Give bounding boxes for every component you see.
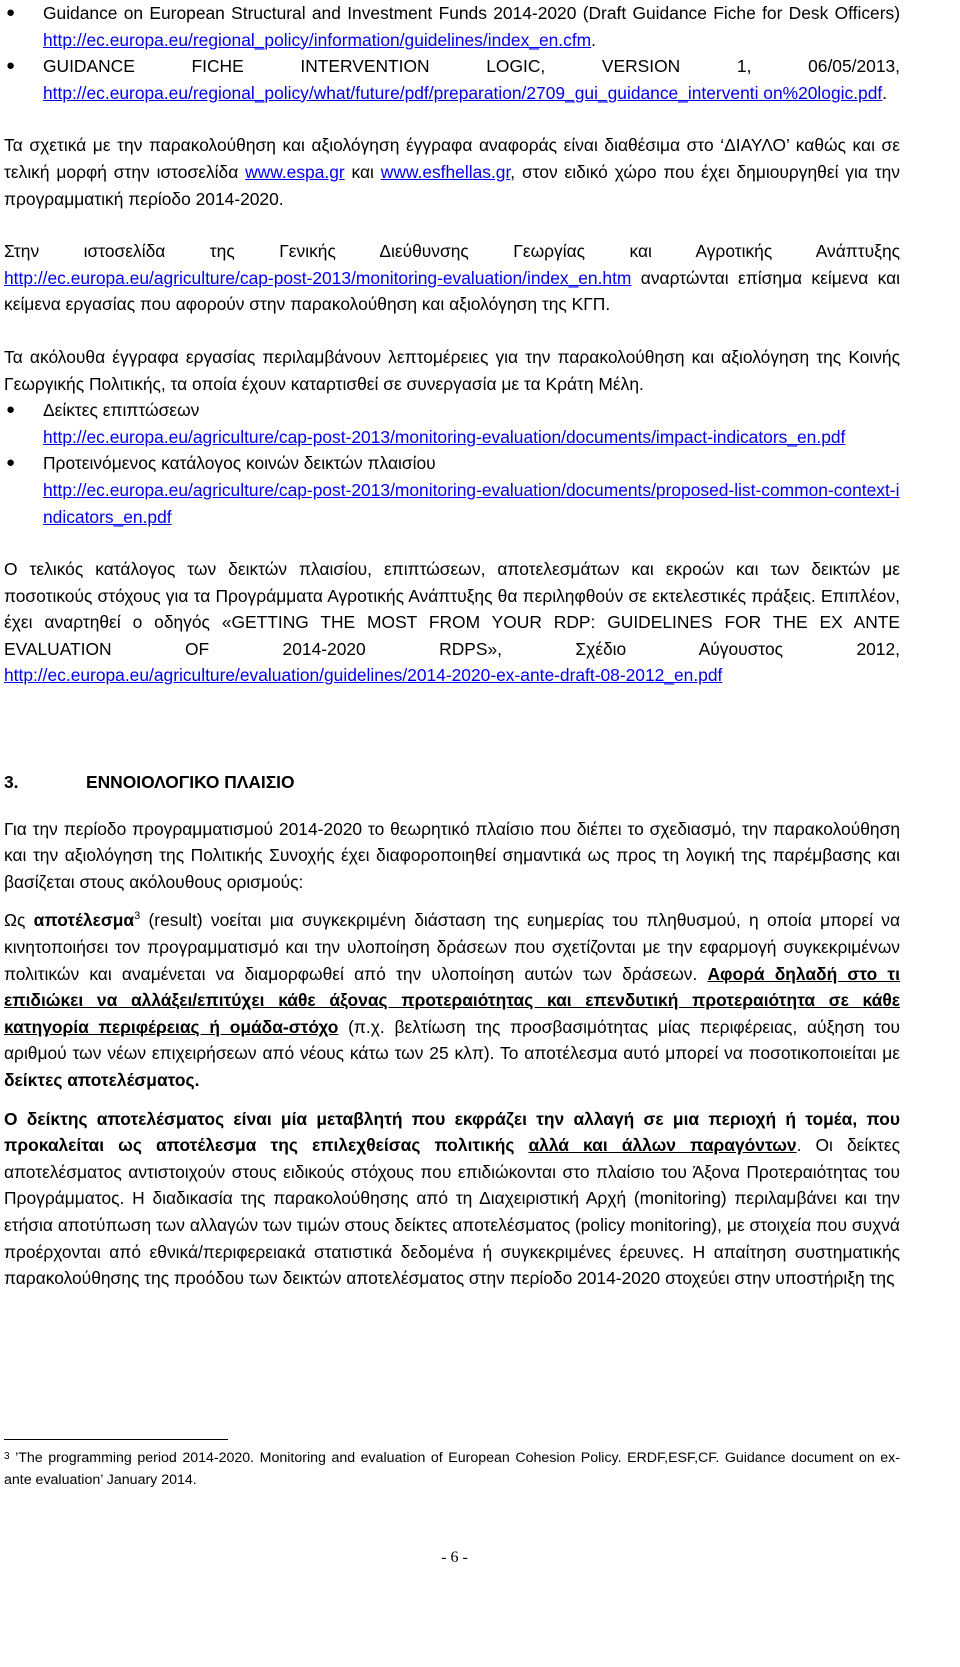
paragraph-result: [4, 907, 900, 1093]
paragraph-final: [4, 556, 900, 689]
reference-list: [4, 0, 900, 106]
footnote-number: 3: [4, 1451, 10, 1462]
bullet-icon: ●: [6, 454, 16, 472]
paragraph-docs: Τα ακόλουθα έγγραφα εργασίας περιλαμβάνουν λεπτομέρειες για την παρακολούθηση και αξιολόγηση της Κοινής Γεωργικής Πολιτικής, τα οποία έχουν καταρτισθεί σε συνεργασία με τα Κράτη Μέλη.: [4, 346, 900, 394]
section-number: 3.: [4, 772, 19, 793]
bullet-icon: ●: [6, 401, 16, 419]
punctuation: .: [591, 29, 596, 50]
document-link[interactable]: http://ec.europa.eu/agriculture/cap-post-2013/monitoring-evaluation/documents/proposed-list-common-context-indicators_en.pdf: [43, 479, 900, 527]
footnote: [4, 1448, 900, 1491]
footnote-reference: 3: [134, 910, 141, 923]
text-run: Ως: [4, 910, 34, 931]
documents-list: [4, 397, 900, 530]
text-run: Στην ιστοσελίδα της Γενικής Διεύθυνσης Γεωργίας και Αγροτικής Ανάπτυξης: [4, 241, 900, 262]
document-link[interactable]: http://ec.europa.eu/agriculture/cap-post-2013/monitoring-evaluation/documents/impact-indicators_en.pdf: [43, 426, 846, 447]
punctuation: .: [882, 82, 888, 103]
reference-link[interactable]: http://ec.europa.eu/regional_policy/what/future/pdf/preparation/2709_gui_guidance_interventi on%20logic.pdf: [43, 82, 883, 103]
text-run: . Οι δείκτες αποτελέσματος αντιστοιχούν στους ειδικούς στόχους που επιδιώκονται στο πλαίσιο του Άξονα Προτεραιότητας του Προγράμματος. Η διαδικασία της παρακολούθησης από τη Διαχειριστική Αρχή (monitoring) περιλαμβάνει και την ετήσια αποτύπωση των αλλαγών των τιμών στους δείκτες αποτελέσματος (policy monitoring), με στοιχεία που συχνά προέρχονται από εθνικά/περιφερειακά στατιστικά δεδομένα ή συγκεκριμένες έρευνες. Η απαίτηση συστηματικής παρακολούθησης της προόδου των δεικτών αποτελέσματος στην περίοδο 2014-2020 στοχεύει στην υποστήριξη της: [4, 1135, 900, 1289]
footnote-separator: [4, 1439, 228, 1440]
document-label: Δείκτες επιπτώσεων: [43, 400, 200, 421]
reference-text: GUIDANCE FICHE INTERVENTION LOGIC, VERSION 1, 06/05/2013,: [43, 56, 900, 77]
text-run: (result) νοείται μια συγκεκριμένη διάσταση της ευημερίας του πληθυσμού, η οποία μπορεί να κινητοποιήσει τον προγραμματισμό και την υλοποίηση δράσεων που σχετίζονται με την εφαρμογή συγκεκριμένων πολιτικών και αναμένεται να διαμορφωθεί από την υλοποίηση αυτών των δράσεων.: [4, 910, 900, 984]
section-heading: [4, 769, 900, 796]
page-number: - 6 -: [441, 1549, 468, 1566]
list-item: [4, 0, 900, 53]
section-title: ΕΝΝΟΙΟΛΟΓΙΚΟ ΠΛΑΙΣΙΟ: [86, 772, 295, 793]
list-item: [4, 450, 900, 530]
agri-monitoring-link[interactable]: http://ec.europa.eu/agriculture/cap-post-2013/monitoring-evaluation/index_en.htm: [4, 267, 632, 288]
text-run: , στον ειδικό χώρο που έχει δημιουργηθεί για την προγραμματική περίοδο 2014-2020.: [4, 161, 900, 209]
paragraph-indicator: [4, 1106, 900, 1292]
text-run: αναρτώνται επίσημα κείμενα και κείμενα εργασίας που αφορούν στην παρακολούθηση και αξιολόγηση της ΚΓΠ.: [4, 267, 900, 315]
esfhellas-link[interactable]: www.esfhellas.gr: [380, 161, 511, 182]
emphasis-text: αλλά και άλλων παραγόντων: [528, 1135, 797, 1156]
list-item: [4, 397, 900, 450]
list-item: [4, 53, 900, 106]
espa-link[interactable]: www.espa.gr: [245, 161, 345, 182]
document-label: Προτεινόμενος κατάλογος κοινών δεικτών πλαισίου: [43, 453, 436, 474]
result-term: αποτέλεσμα: [33, 910, 135, 931]
bullet-icon: ●: [6, 4, 16, 21]
footnote-text: ’The programming period 2014-2020. Monitoring and evaluation of European Cohesion Policy. ERDF,ESF,CF. Guidance document on ex-ante evaluation’ January 2014.: [4, 1450, 900, 1488]
bullet-icon: ●: [6, 57, 16, 75]
paragraph-diavlos: [4, 132, 900, 212]
text-run: Ο τελικός κατάλογος των δεικτών πλαισίου, επιπτώσεων, αποτελεσμάτων και εκροών και των δεικτών με ποσοτικούς στόχους για τα Προγράμματα Αγροτικής Ανάπτυξης θα περιληφθούν σε εκτελεστικές πράξεις. Επιπλέον, έχει αναρτηθεί ο οδηγός «GETTING THE MOST FROM YOUR RDP: GUIDELINES FOR THE EX ANTE EVALUATION OF 2014-2020 RDPS», Σχέδιο Αύγουστος 2012,: [4, 559, 900, 659]
emphasis-text: Αφορά δηλαδή στο τι επιδιώκει να αλλάξει/επιτύχει κάθε άξονας προτεραιότητας και επενδυτική προτεραιότητα σε κάθε κατηγορία περιφέρειας ή ομάδα-στόχο: [4, 963, 900, 1037]
emphasis-text: δείκτες αποτελέσματος.: [4, 1070, 200, 1090]
paragraph-intro: Για την περίοδο προγραμματισμού 2014-2020 το θεωρητικό πλαίσιο που διέπει το σχεδιασμό, την παρακολούθηση και την αξιολόγηση της Πολιτικής Συνοχής έχει διαφοροποιηθεί σημαντικά ως προς τη λογική της παρέμβασης και βασίζεται στους ακόλουθους ορισμούς:: [4, 818, 900, 892]
reference-link[interactable]: http://ec.europa.eu/regional_policy/information/guidelines/index_en.cfm: [43, 29, 592, 50]
text-run: και: [344, 161, 381, 182]
emphasis-text: Ο δείκτης αποτελέσματος είναι μία μεταβλητή που εκφράζει την αλλαγή σε μια περιοχή ή τομέα, που προκαλείται ως αποτέλεσμα της επιλεχθείσας πολιτικής: [4, 1108, 900, 1156]
text-run: (π.χ. βελτίωση της προσβασιμότητας μίας περιφέρειας, αύξηση του αριθμού των νέων επιχειρήσεων από νέους κάτω των 25 κλπ). Το αποτέλεσμα αυτό μπορεί να ποσοτικοποιείται με: [4, 1016, 900, 1064]
reference-text: Guidance on European Structural and Investment Funds 2014-2020 (Draft Guidance Fiche for Desk Officers): [43, 3, 900, 23]
ex-ante-guidelines-link[interactable]: http://ec.europa.eu/agriculture/evaluation/guidelines/2014-2020-ex-ante-draft-08-2012_en.pdf: [4, 665, 723, 686]
paragraph-agri: [4, 238, 900, 318]
page-content: [4, 0, 900, 1292]
text-run: Τα σχετικά με την παρακολούθηση και αξιολόγηση έγγραφα αναφοράς είναι διαθέσιμα στο ‘ΔΙΑΥΛΟ’ καθώς και σε τελική μορφή στην ιστοσελίδα: [4, 135, 900, 182]
